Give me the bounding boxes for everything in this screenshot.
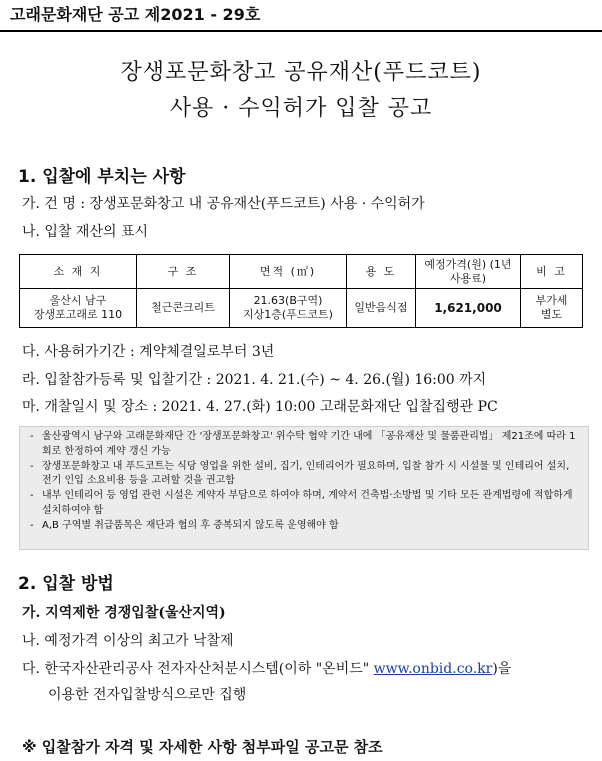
cell-remark-line-2: 별도	[540, 308, 563, 321]
cell-location-line-2: 장생포고래로 110	[33, 308, 123, 321]
section-2-item-ga: 가. 지역제한 경쟁입찰(울산지역)	[22, 605, 226, 621]
note-item-1: - 울산광역시 남구와 고래문화재단 간 '장생포문화창고' 위수탁 협약 기간 내에 「공유재산 및 물품관리법」 제21조에 따라 1회로 한정하여 계약 갱신 가능	[28, 430, 580, 460]
section-2-item-da-suffix: )을	[492, 661, 512, 677]
onbid-link[interactable]: www.onbid.co.kr	[373, 661, 493, 677]
document-number: 고래문화재단 공고 제2021 - 29호	[10, 5, 261, 24]
title-line-1: 장생포문화창고 공유재산(푸드코트)	[120, 60, 482, 85]
section-1-item-da: 다. 사용허가기간 : 계약체결일로부터 3년	[22, 344, 275, 360]
cell-price: 1,621,000	[416, 289, 521, 328]
header-price: 예정가격(원) (1년 사용료)	[416, 255, 521, 289]
cell-location-line-1: 울산시 남구	[49, 294, 107, 307]
section-2-item-da-prefix: 다. 한국자산관리공사 전자자산처분시스템(이하 "온비드"	[22, 661, 370, 677]
section-1-heading: 1. 입찰에 부치는 사항	[18, 167, 186, 187]
property-table	[19, 254, 583, 328]
cell-area	[230, 289, 347, 328]
section-1-item-ga: 가. 건 명 : 장생포문화창고 내 공유재산(푸드코트) 사용 · 수익허가	[22, 196, 425, 212]
note-item-3: - 내부 인테리어 등 영업 관련 시설은 계약자 부담으로 하여야 하며, 계약서 건축법·소방법 및 기타 모든 관계법령에 적합하게 설치하여야 함	[28, 489, 580, 519]
note-item-4: - A,B 구역별 취급품목은 재단과 협의 후 중복되지 않도록 운영해야 함	[28, 519, 580, 534]
section-2-item-na: 나. 예정가격 이상의 최고가 낙찰제	[22, 633, 234, 649]
section-1-item-na: 나. 입찰 재산의 표시	[22, 224, 148, 240]
section-1-item-ra: 라. 입찰참가등록 및 입찰기간 : 2021. 4. 21.(수) ~ 4. 26.(월) 16:00 까지	[22, 372, 487, 388]
cell-structure: 철근콘크리트	[137, 289, 230, 328]
notes-box	[19, 426, 589, 550]
section-1-item-ma: 마. 개찰일시 및 장소 : 2021. 4. 27.(화) 10:00 고래문화재단 입찰집행관 PC	[22, 399, 498, 415]
note-item-2: - 장생포문화창고 내 푸드코트는 식당 영업을 위한 설비, 집기, 인테리어가 필요하며, 입찰 참가 시 시설물 및 인테리어 설치, 전기 인입 소요비용 등을 고려할 것을 권고함	[28, 460, 580, 490]
header-remark: 비 고	[521, 255, 583, 289]
cell-remark	[521, 289, 583, 328]
cell-location	[20, 289, 137, 328]
header-area: 면적 (㎡)	[230, 255, 347, 289]
cell-area-line-2: 지상1층(푸드코트)	[243, 308, 333, 321]
header-location: 소 재 지	[20, 255, 137, 289]
section-2-heading: 2. 입찰 방법	[18, 574, 114, 594]
title-line-2: 사용 · 수익허가 입찰 공고	[169, 96, 433, 121]
cell-remark-line-1: 부가세	[535, 294, 568, 307]
section-2-item-da-line-2: 이용한 전자입찰방식으로만 집행	[48, 687, 247, 703]
cell-use: 일반음식점	[347, 289, 416, 328]
section-2-item-da	[22, 659, 511, 679]
table-header-row	[20, 255, 583, 289]
header-structure: 구 조	[137, 255, 230, 289]
header-divider	[0, 30, 602, 32]
cell-area-line-1: 21.63(B구역)	[253, 294, 323, 307]
header-use: 용 도	[347, 255, 416, 289]
table-row	[20, 289, 583, 328]
footer-note: ※ 입찰참가 자격 및 자세한 사항 첨부파일 공고문 참조	[22, 738, 383, 756]
